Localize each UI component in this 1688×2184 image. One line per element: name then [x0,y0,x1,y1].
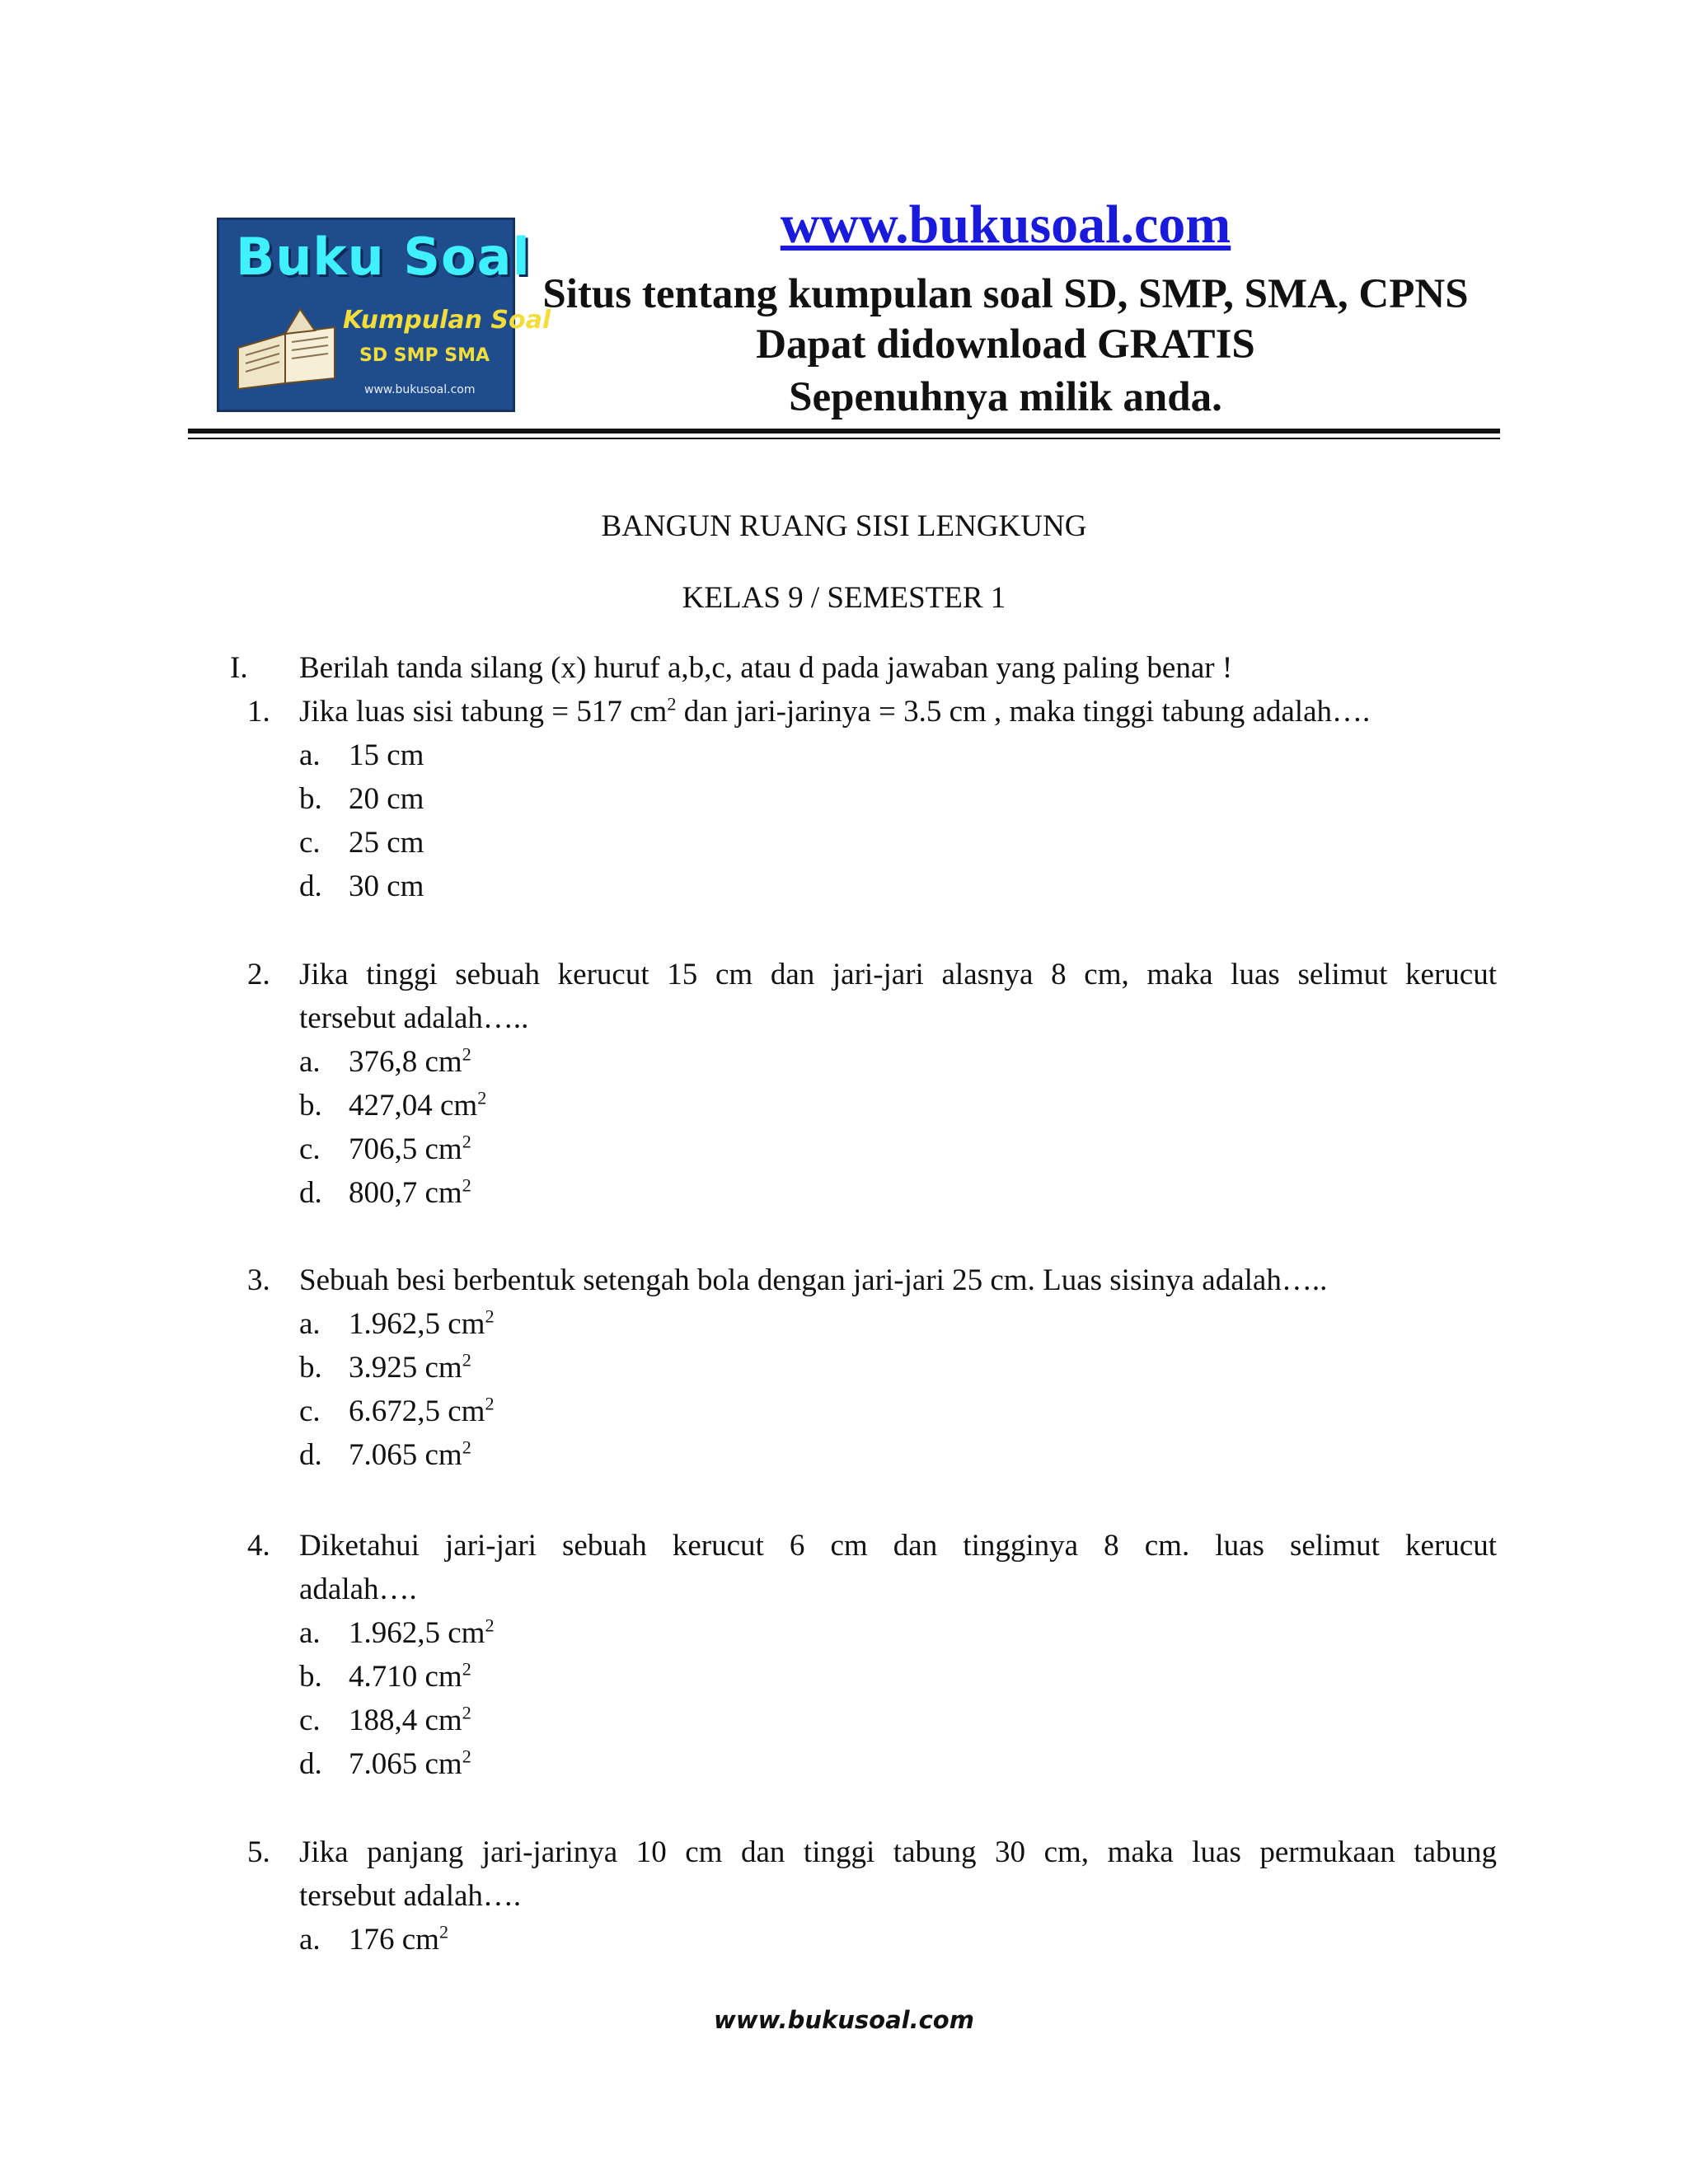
logo-url: www.bukusoal.com [364,383,476,396]
option-text: 706,5 $cm^2$ [349,1131,471,1166]
question-text: Sebuah besi berbentuk setengah bola dengan jari-jari 25 cm. Luas sisinya adalah….. [299,1263,1328,1297]
instruction: Berilah tanda silang (x) huruf a,b,c, atau d pada jawaban yang paling benar ! [299,651,1233,685]
option-letter: d. [299,1747,322,1781]
option-letter: a. [299,738,321,772]
option-letter: a. [299,1045,321,1079]
option-text: 3.925 $cm^2$ [349,1349,471,1385]
tagline-3: Sepenuhnya milik anda. [789,374,1222,420]
option-text: 30 cm [349,869,424,903]
question-text: Jika luas sisi tabung = 517 $cm^2$ dan jari-jarinya = 3.5 cm , maka tinggi tabung adalah…. [299,693,1371,729]
option-text: 188,4 $cm^2$ [349,1702,471,1737]
option-text: 20 cm [349,782,424,816]
option-letter: a. [299,1923,321,1957]
option-text: 15 cm [349,738,424,772]
question-text: Jika tinggi sebuah kerucut 15 cm dan jari-jari alasnya 8 cm, maka luas selimut kerucut [299,958,1497,991]
tagline-1: Situs tentang kumpulan soal SD, SMP, SMA, CPNS [542,271,1469,317]
question-number: 1. [247,695,270,729]
document-title: BANGUN RUANG SISI LENGKUNG [601,509,1087,543]
logo-subtitle: Kumpulan Soal [343,306,551,335]
question-text-continued: adalah…. [299,1572,417,1606]
header-divider-thin [188,438,1500,439]
option-letter: b. [299,782,322,816]
question-text: Jika panjang jari-jarinya 10 cm dan tinggi tabung 30 cm, maka luas permukaan tabung [299,1835,1497,1869]
site-url-link[interactable]: www.bukusoal.com [780,194,1231,255]
option-letter: d. [299,1438,322,1472]
section-number: I. [230,651,248,685]
option-letter: c. [299,1132,321,1166]
logo [217,218,551,412]
option-text: 1.962,5 $cm^2$ [349,1615,495,1650]
question-text-continued: tersebut adalah….. [299,1001,529,1035]
option-letter: d. [299,1176,322,1210]
option-letter: c. [299,1704,321,1737]
option-text: 25 cm [349,826,424,860]
question-number: 3. [247,1263,270,1297]
logo-title: Buku Soal [236,227,531,287]
option-text: 6.672,5 $cm^2$ [349,1393,495,1428]
option-text: 7.065 $cm^2$ [349,1746,471,1781]
question-text: Diketahui jari-jari sebuah kerucut 6 cm dan tingginya 8 cm. luas selimut kerucut [299,1529,1497,1563]
logo-levels: SD SMP SMA [359,345,490,366]
option-text: 7.065 $cm^2$ [349,1436,471,1472]
option-letter: b. [299,1351,322,1385]
option-letter: a. [299,1616,321,1650]
footer-url: www.bukusoal.com [714,2006,974,2034]
option-letter: a. [299,1307,321,1341]
header-divider-thick [188,429,1500,434]
question-number: 5. [247,1835,270,1869]
option-letter: c. [299,826,321,860]
book-icon [234,302,341,393]
option-letter: c. [299,1394,321,1428]
tagline-2: Dapat didownload GRATIS [756,321,1255,368]
option-text: 1.962,5 $cm^2$ [349,1305,495,1341]
option-text: 427,04 $cm^2$ [349,1087,487,1122]
question-number: 4. [247,1529,270,1563]
question-text-continued: tersebut adalah…. [299,1879,522,1913]
option-text: 176 $cm^2$ [349,1921,449,1957]
question-number: 2. [247,958,270,991]
option-letter: d. [299,869,322,903]
class-info: KELAS 9 / SEMESTER 1 [682,581,1006,615]
option-letter: b. [299,1660,322,1694]
option-text: 4.710 $cm^2$ [349,1658,471,1694]
option-text: 376,8 $cm^2$ [349,1043,471,1079]
option-text: 800,7 $cm^2$ [349,1174,471,1210]
option-letter: b. [299,1089,322,1122]
